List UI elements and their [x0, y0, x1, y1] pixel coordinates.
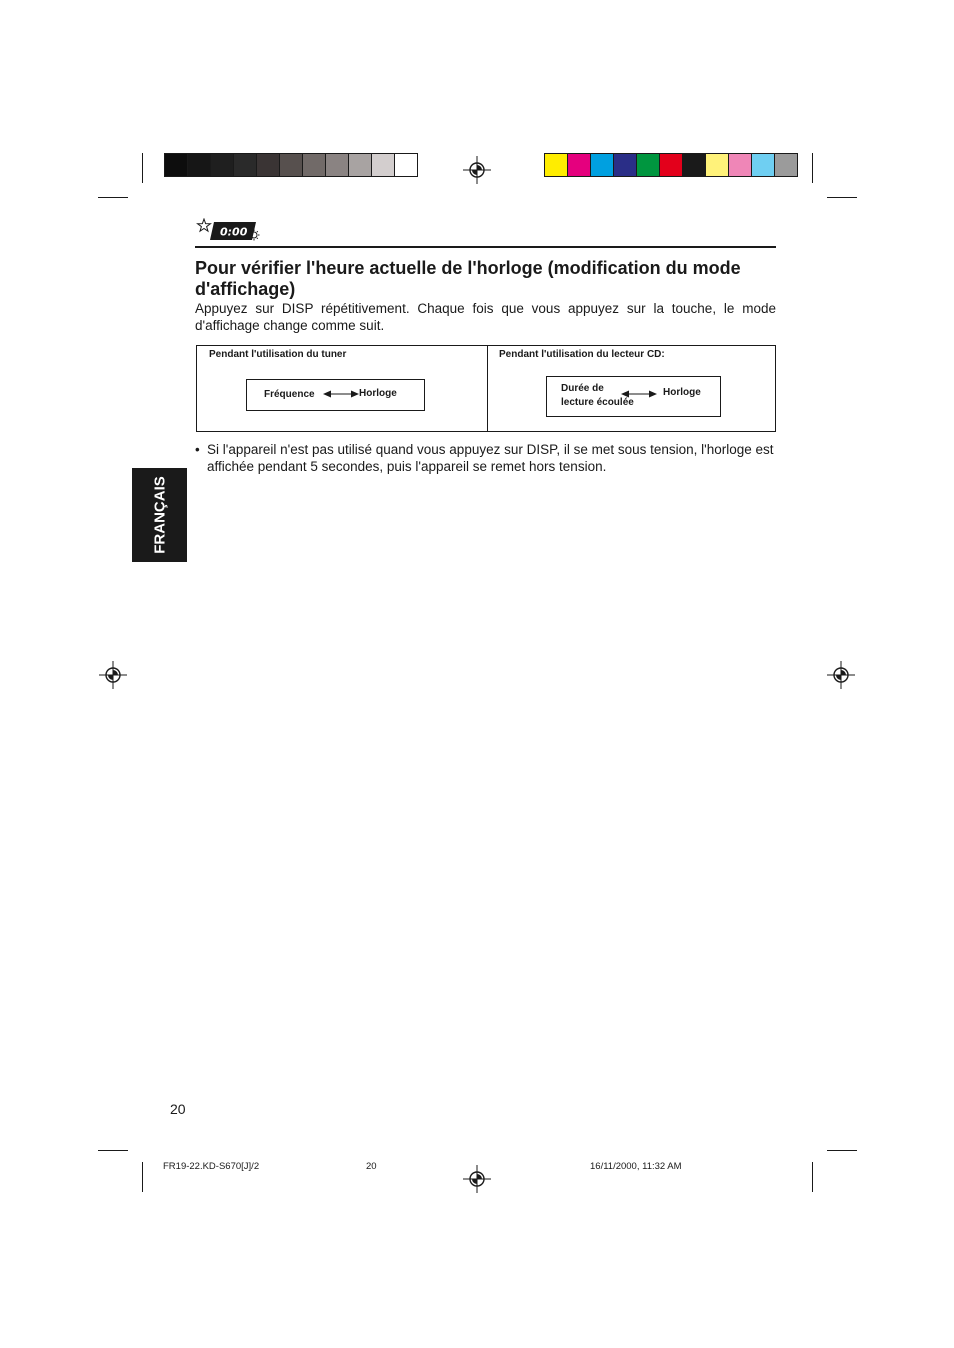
gray-swatch: [371, 154, 394, 176]
cd-elapsed-label-line1: Durée de: [561, 383, 604, 394]
tuner-mode-box: [246, 379, 425, 411]
tuner-clock-label: Horloge: [359, 388, 397, 399]
clock-display-icon: [196, 218, 262, 244]
crop-mark: [142, 1162, 143, 1192]
gray-swatch: [279, 154, 302, 176]
crop-mark: [812, 153, 813, 183]
cd-elapsed-label-line2: lecture écoulée: [561, 397, 634, 408]
bullet-note: [195, 441, 776, 475]
gray-swatch: [325, 154, 348, 176]
double-arrow-icon: [323, 390, 359, 398]
gray-swatch: [165, 154, 187, 176]
color-swatch: [728, 154, 751, 176]
registration-mark-icon: [463, 1165, 491, 1193]
crop-mark: [98, 197, 128, 198]
color-swatch: [659, 154, 682, 176]
color-calibration-bar: [544, 153, 798, 177]
color-swatch: [613, 154, 636, 176]
display-mode-table: [196, 345, 776, 432]
color-swatch: [567, 154, 590, 176]
registration-mark-icon: [463, 156, 491, 184]
color-swatch: [682, 154, 705, 176]
gray-swatch: [256, 154, 279, 176]
gray-swatch: [302, 154, 325, 176]
gray-swatch: [394, 154, 417, 176]
footer-page-number: 20: [366, 1161, 377, 1172]
tuner-frequency-label: Fréquence: [264, 389, 315, 400]
double-arrow-icon: [621, 390, 657, 398]
table-divider: [487, 346, 488, 431]
crop-mark: [812, 1162, 813, 1192]
bullet-symbol: •: [195, 442, 200, 457]
color-swatch: [636, 154, 659, 176]
color-swatch: [545, 154, 567, 176]
crop-mark: [827, 1150, 857, 1151]
footer-file-code: FR19-22.KD-S670[J]/2: [163, 1161, 260, 1172]
crop-mark: [142, 153, 143, 183]
footer-timestamp: 16/11/2000, 11:32 AM: [590, 1161, 682, 1172]
cd-clock-label: Horloge: [663, 387, 701, 398]
bullet-text: Si l'appareil n'est pas utilisé quand vous appuyez sur DISP, il se met sous tension, l'horloge est affichée pendant 5 secondes, puis l'appareil se remet hors tension.: [207, 442, 774, 474]
gray-swatch: [210, 154, 233, 176]
cd-mode-box: [546, 376, 721, 417]
gray-swatch: [348, 154, 371, 176]
crop-mark: [98, 1150, 128, 1151]
registration-mark-icon: [99, 661, 127, 689]
color-swatch: [590, 154, 613, 176]
cd-heading: Pendant l'utilisation du lecteur CD:: [499, 349, 665, 360]
clock-display-text: 0:00: [220, 225, 248, 239]
color-swatch: [774, 154, 797, 176]
color-swatch: [751, 154, 774, 176]
language-label: FRANÇAIS: [151, 476, 168, 554]
gray-ramp-bar: [164, 153, 418, 177]
intro-paragraph: Appuyez sur DISP répétitivement. Chaque fois que vous appuyez sur la touche, le mode d'affichage change comme suit.: [195, 301, 776, 333]
crop-mark: [827, 197, 857, 198]
gray-swatch: [187, 154, 210, 176]
section-rule: [195, 246, 776, 248]
color-swatch: [705, 154, 728, 176]
language-side-tab: [132, 468, 187, 562]
gray-swatch: [233, 154, 256, 176]
page-number: 20: [170, 1101, 186, 1117]
registration-mark-icon: [827, 661, 855, 689]
tuner-heading: Pendant l'utilisation du tuner: [209, 349, 347, 360]
section-title: Pour vérifier l'heure actuelle de l'horloge (modification du mode d'affichage): [195, 258, 741, 299]
